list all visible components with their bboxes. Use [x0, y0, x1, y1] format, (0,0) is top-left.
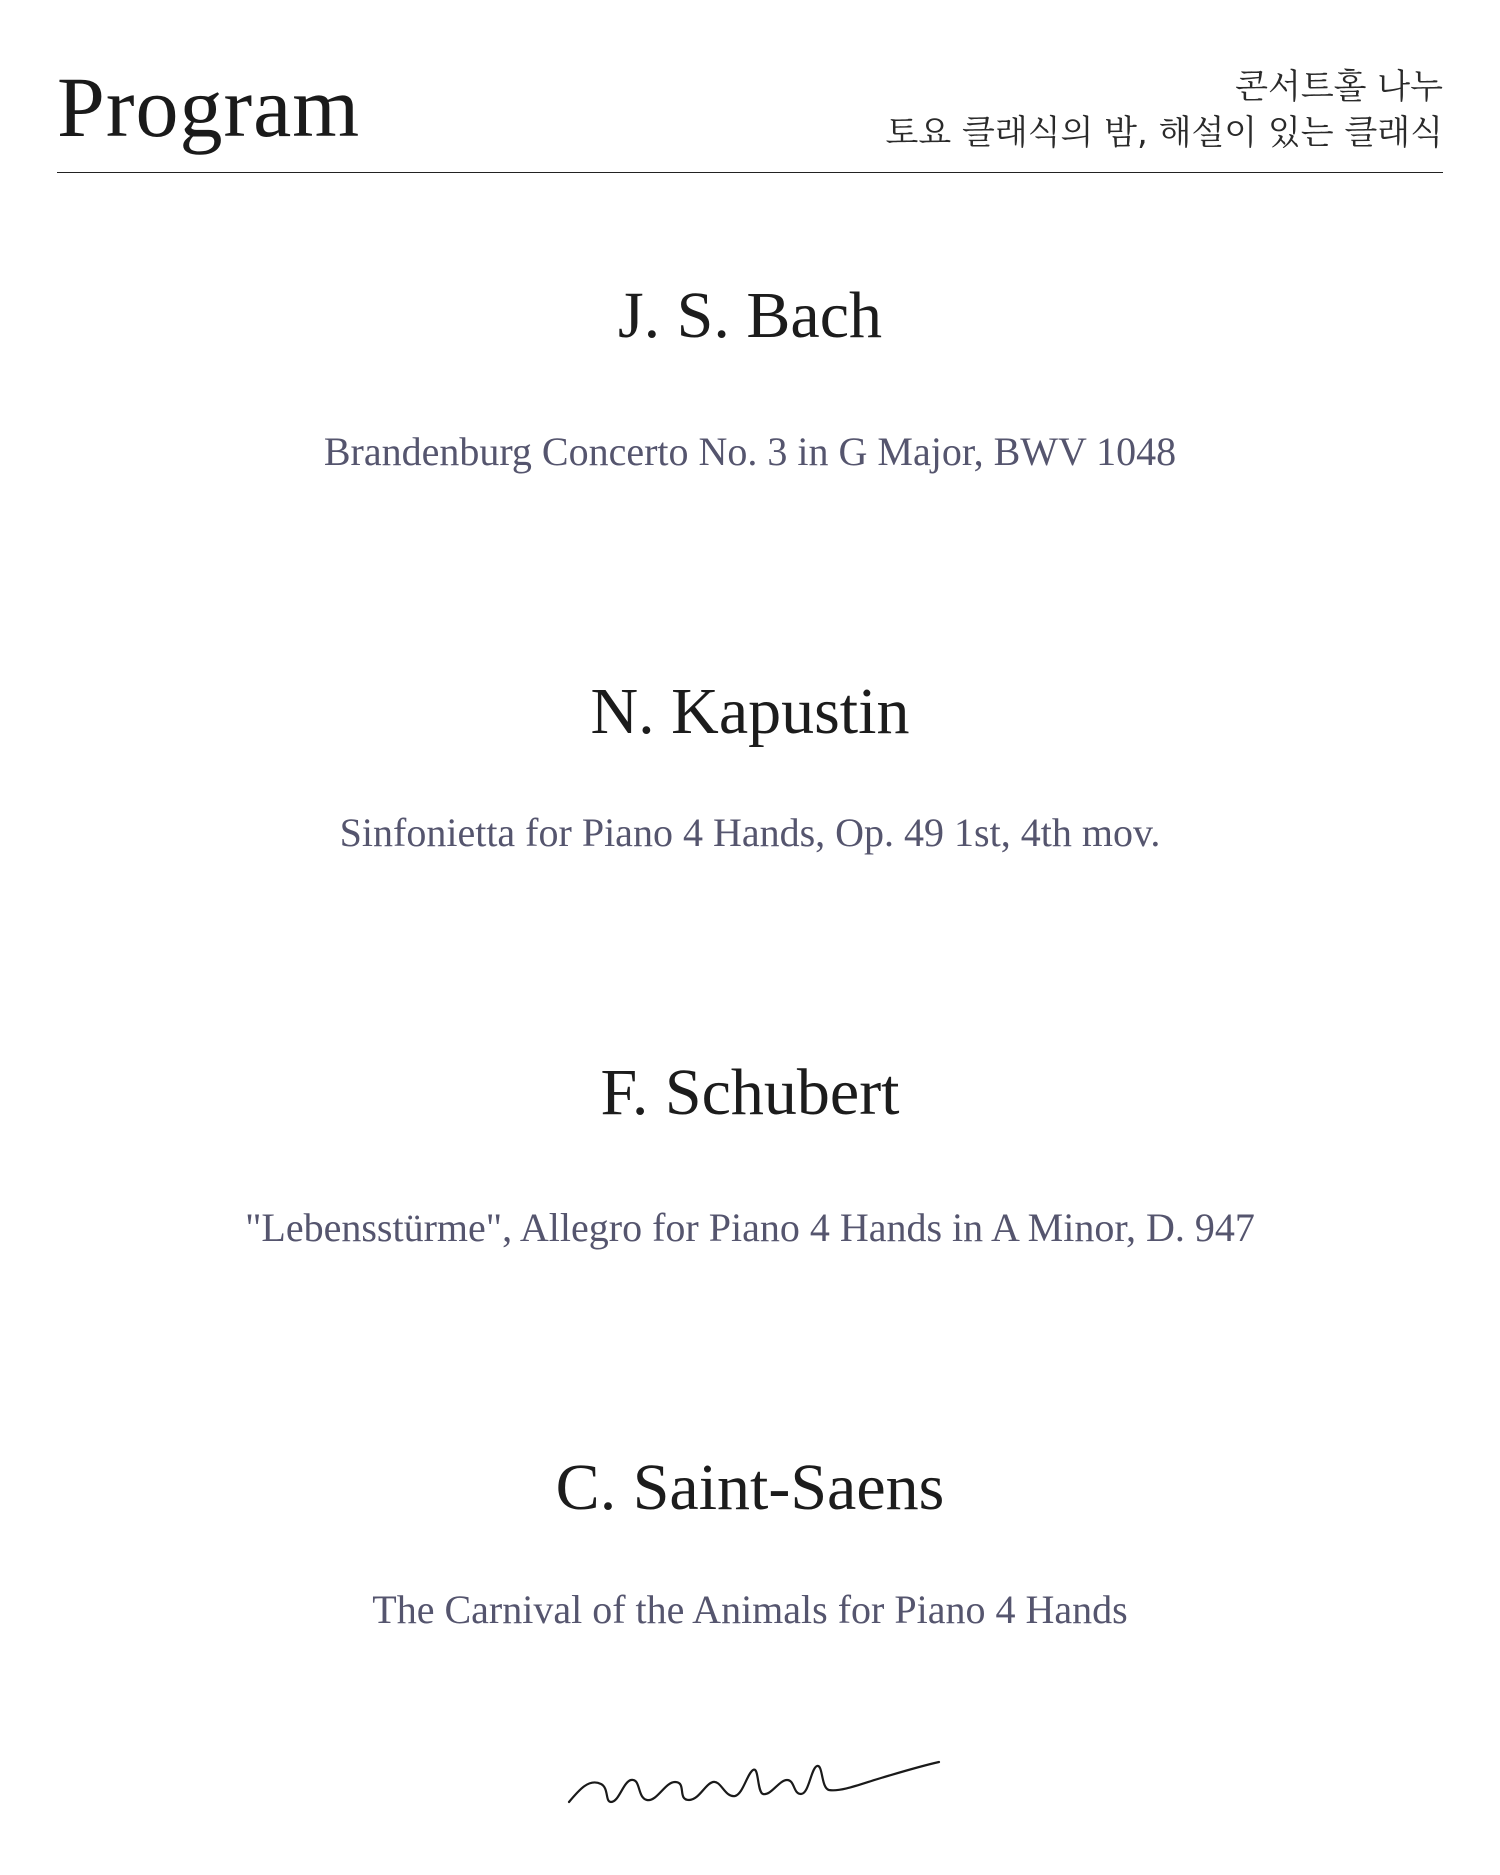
page-header	[57, 58, 1443, 173]
composer-name: J. S. Bach	[618, 279, 882, 352]
work-title: Brandenburg Concerto No. 3 in G Major, BWV 1048	[323, 429, 1177, 474]
venue-info	[885, 64, 1443, 156]
composer-name: N. Kapustin	[590, 675, 910, 748]
program-item-work	[0, 429, 1500, 474]
program-item-work	[0, 1205, 1500, 1250]
program-item-work	[0, 1587, 1500, 1632]
program-item-work	[0, 810, 1500, 855]
event-title: 토요 클래식의 밤, 해설이 있는 클래식	[885, 113, 1443, 153]
handwritten-signature	[565, 1748, 945, 1818]
program-item	[0, 1451, 1500, 1524]
program-item	[0, 1056, 1500, 1129]
program-item	[0, 675, 1500, 748]
composer-name: C. Saint-Saens	[555, 1451, 945, 1524]
composer-name: F. Schubert	[600, 1056, 900, 1129]
page-title: Program	[57, 59, 361, 155]
work-title: "Lebensstürme", Allegro for Piano 4 Hands in A Minor, D. 947	[245, 1205, 1255, 1250]
work-title: The Carnival of the Animals for Piano 4 Hands	[372, 1587, 1128, 1632]
venue-name: 콘서트홀 나누	[1235, 67, 1443, 107]
program-item	[0, 279, 1500, 352]
work-title: Sinfonietta for Piano 4 Hands, Op. 49 1st, 4th mov.	[339, 810, 1161, 855]
